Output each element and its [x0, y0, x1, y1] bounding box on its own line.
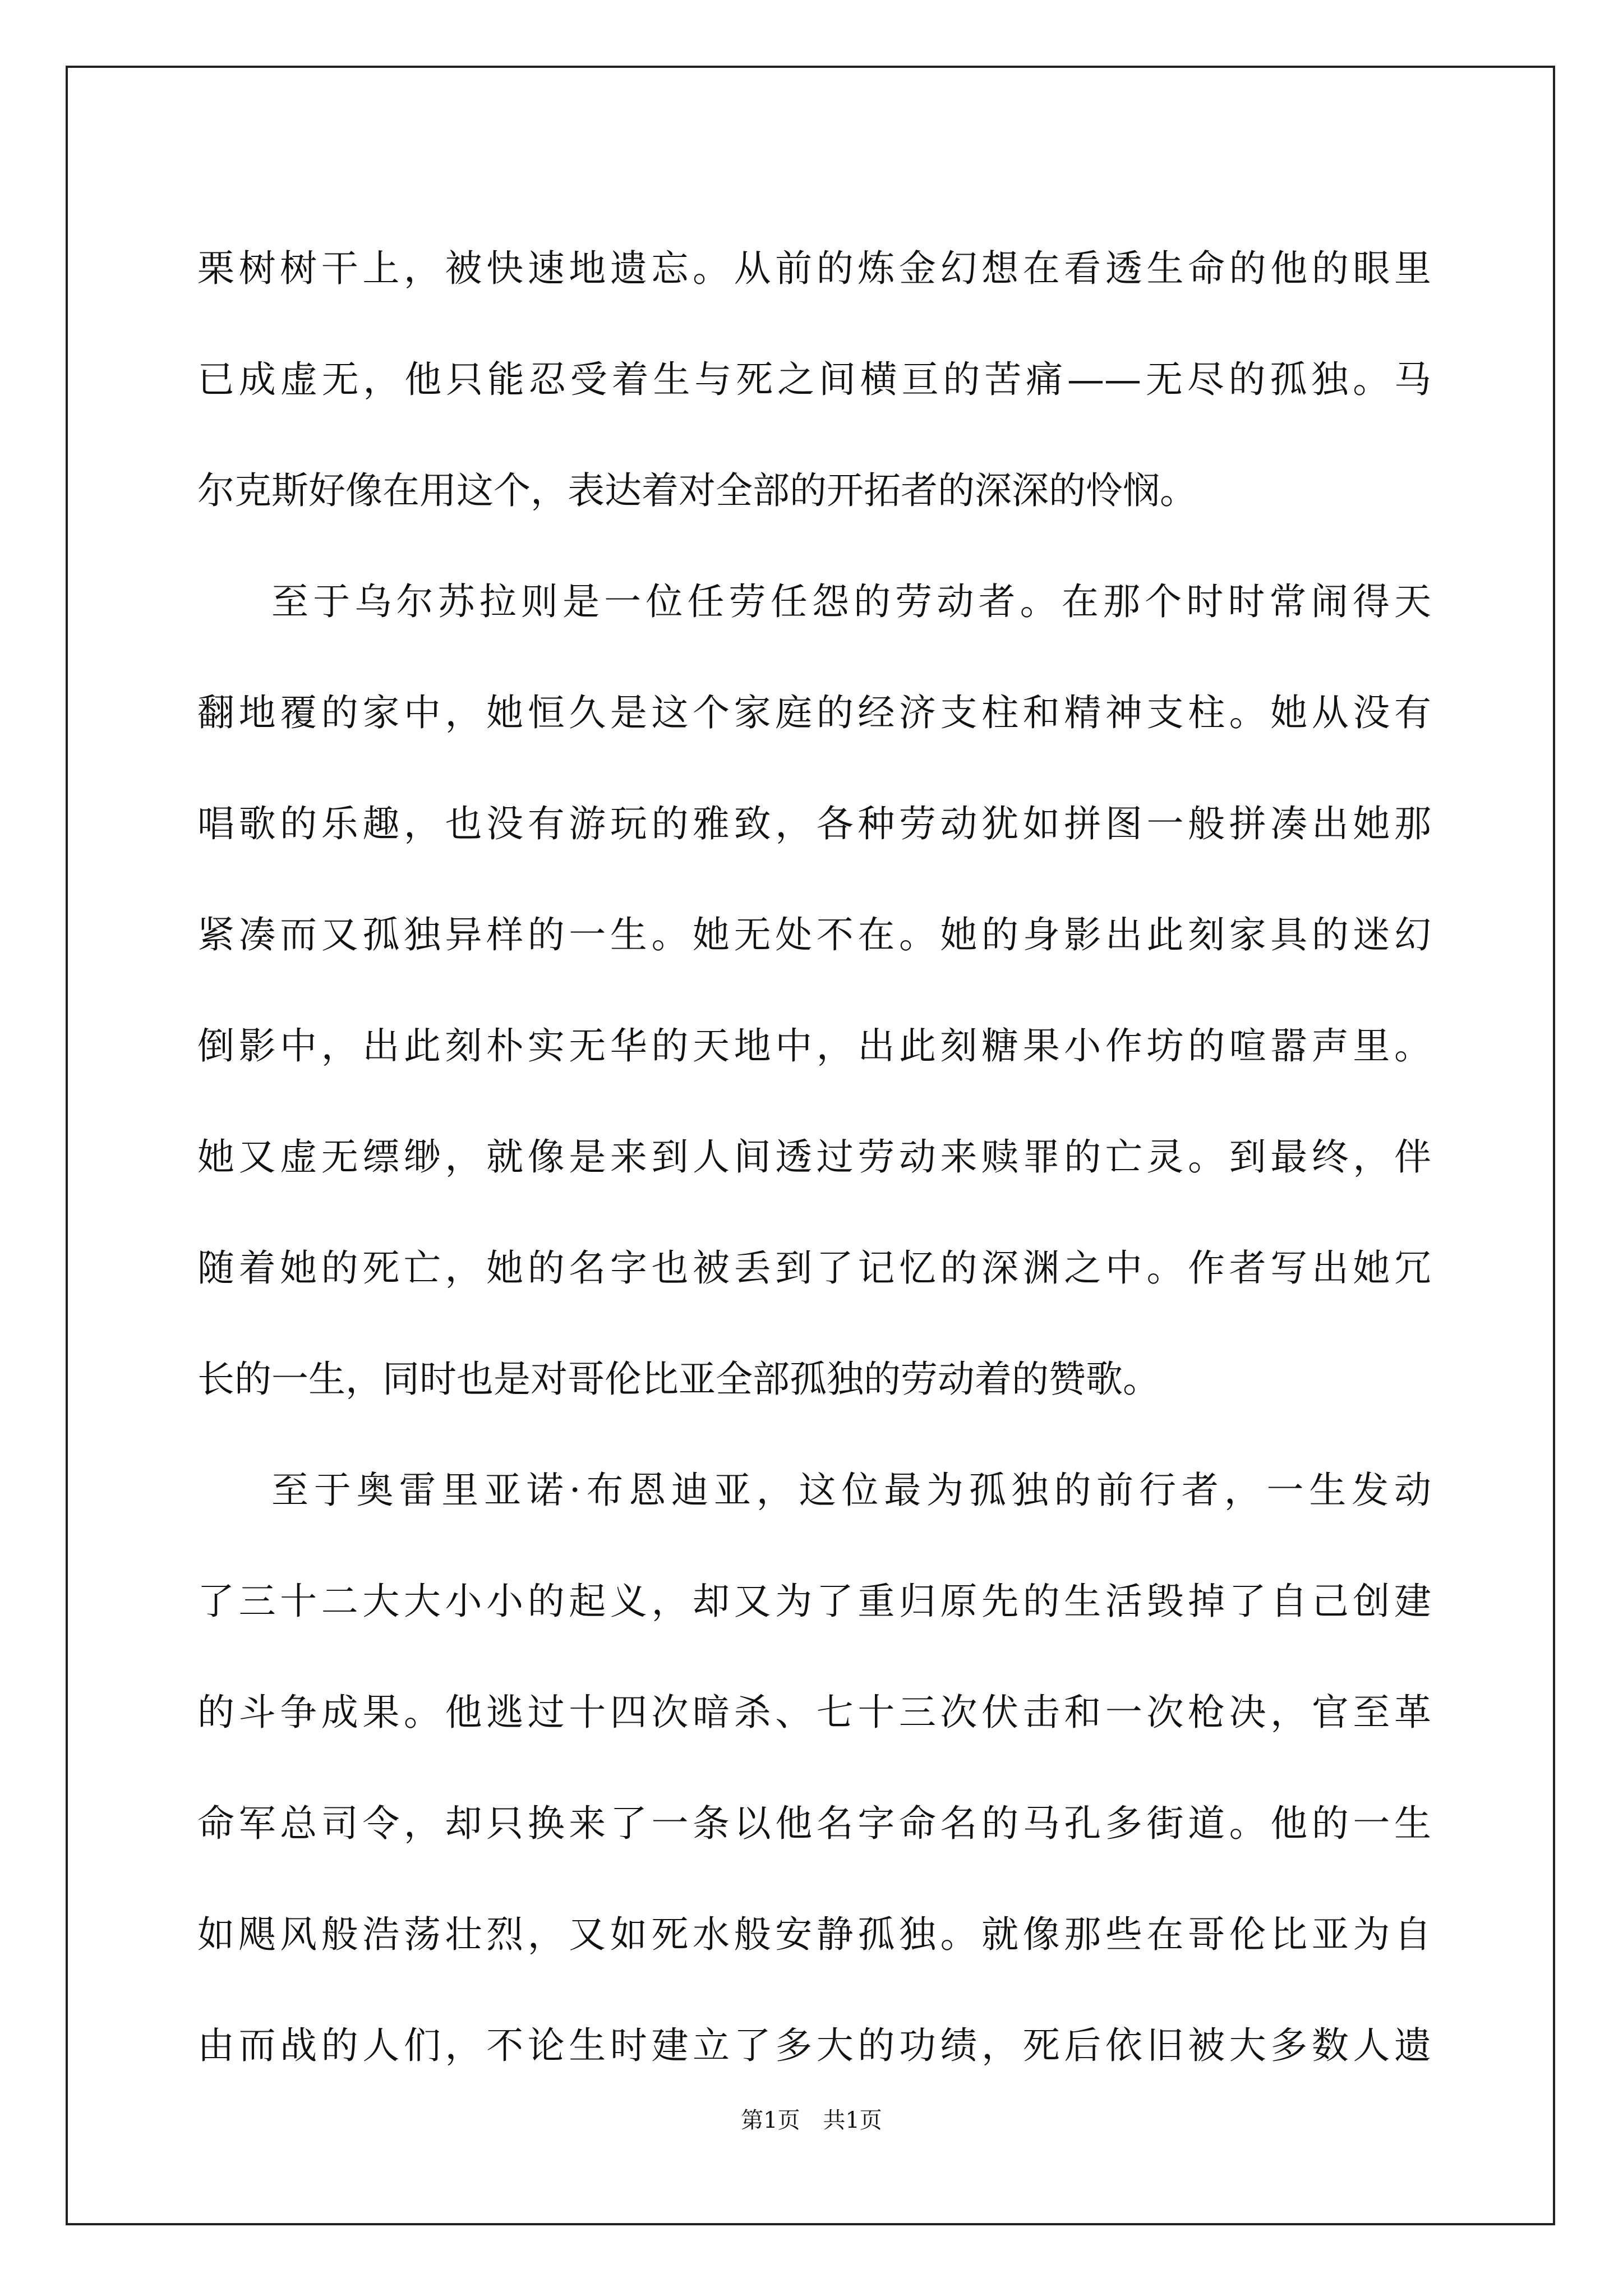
- page-footer: [0, 2102, 1623, 2134]
- text-line-2: 已成虚无，他只能忍受着生与死之间横亘的苦痛——无尽的孤独。马: [197, 358, 1431, 401]
- text-line-5: 翻地覆的家中，她恒久是这个家庭的经济支柱和精神支柱。她从没有: [197, 691, 1431, 734]
- document-body: [197, 213, 1431, 2101]
- text-line-4: 至于乌尔苏拉则是一位任劳任怨的劳动者。在那个时时常闹得天: [271, 580, 1431, 623]
- text-line-9: 她又虚无缥缈，就像是来到人间透过劳动来赎罪的亡灵。到最终，伴: [197, 1135, 1431, 1179]
- text-line-16: 如飓风般浩荡壮烈，又如死水般安静孤独。就像那些在哥伦比亚为自: [197, 1913, 1431, 1956]
- text-line-10: 随着她的死亡，她的名字也被丢到了记忆的深渊之中。作者写出她冗: [197, 1246, 1431, 1290]
- text-line-3: 尔克斯好像在用这个，表达着对全部的开拓者的深深的怜悯。: [197, 469, 1197, 512]
- text-line-12: 至于奥雷里亚诺·布恩迪亚，这位最为孤独的前行者，一生发动: [271, 1469, 1431, 1512]
- text-line-14: 的斗争成果。他逃过十四次暗杀、七十三次伏击和一次枪决，官至革: [197, 1691, 1431, 1734]
- text-line-8: 倒影中，出此刻朴实无华的天地中，出此刻糖果小作坊的喧嚣声里。: [197, 1024, 1431, 1068]
- page-total: 共1页: [823, 2108, 882, 2133]
- text-line-7: 紧凑而又孤独异样的一生。她无处不在。她的身影出此刻家具的迷幻: [197, 913, 1431, 956]
- page-number: 第1页: [741, 2108, 800, 2133]
- text-line-6: 唱歌的乐趣，也没有游玩的雅致，各种劳动犹如拼图一般拼凑出她那: [197, 802, 1431, 845]
- text-line-11: 长的一生，同时也是对哥伦比亚全部孤独的劳动着的赞歌。: [197, 1358, 1160, 1401]
- text-line-15: 命军总司令，却只换来了一条以他名字命名的马孔多街道。他的一生: [197, 1802, 1431, 1845]
- text-line-13: 了三十二大大小小的起义，却又为了重归原先的生活毁掉了自己创建: [197, 1580, 1431, 1623]
- text-line-17: 由而战的人们，不论生时建立了多大的功绩，死后依旧被大多数人遗: [197, 2024, 1431, 2067]
- text-line-1: 栗树树干上，被快速地遗忘。从前的炼金幻想在看透生命的他的眼里: [197, 247, 1431, 290]
